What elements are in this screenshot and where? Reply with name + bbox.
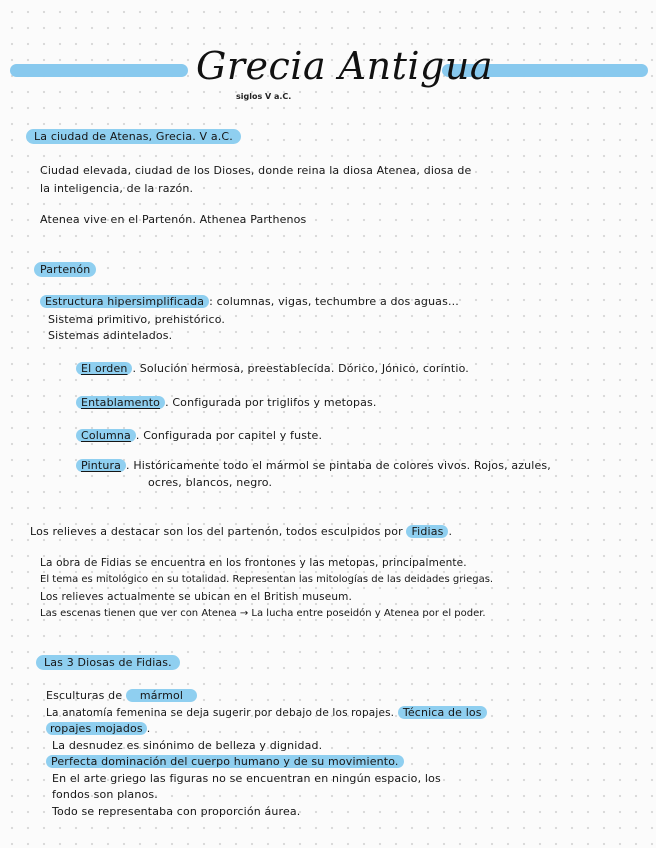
atenas-heading-highlight: La ciudad de Atenas, Grecia. V a.C.: [26, 129, 241, 144]
pintura-line: [76, 459, 551, 473]
estructura-rest: : columnas, vigas, techumbre a dos aguas...: [209, 295, 459, 308]
pintura-highlight: Pintura: [76, 459, 126, 472]
section-heading-partenon: [34, 263, 96, 277]
columna-line: [76, 429, 322, 443]
arte-line-1: En el arte griego las figuras no se encuentran en ningún espacio, los: [52, 772, 441, 785]
anatomia-text: La anatomía femenina se deja sugerir por debajo de los ropajes.: [46, 707, 395, 719]
columna-highlight: Columna: [76, 429, 136, 442]
title-left-bar: [10, 64, 188, 77]
orden-highlight: El orden: [76, 362, 132, 375]
relieves-intro-text: Los relieves a destacar son los del partenón, todos esculpidos por: [30, 525, 403, 538]
desnudez-line: La desnudez es sinónimo de belleza y dignidad.: [52, 739, 323, 752]
pintura-text-1: . Históricamente todo el mármol se pintaba de colores vivos. Rojos, azules,: [126, 459, 551, 472]
ropajes-highlight: ropajes mojados: [46, 722, 147, 735]
fidias-line-4: Las escenas tienen que ver con Atenea → La lucha entre poseidón y Atenea por el poder.: [40, 608, 486, 619]
relieves-intro-end: .: [448, 525, 453, 538]
columna-text: . Configurada por capitel y fuste.: [135, 429, 323, 442]
entablamento-text: . Configurada por triglifos y metopas.: [165, 396, 377, 409]
atenas-line-2: la inteligencia, de la razón.: [40, 182, 194, 195]
page-subtitle: siglos V a.C.: [236, 92, 292, 101]
sistema-primitivo-line: Sistema primitivo, prehistórico.: [48, 313, 226, 326]
marmol-highlight: mármol: [126, 689, 197, 702]
estructura-highlight: Estructura hipersimplificada: [40, 295, 209, 308]
section-heading-atenas: [26, 130, 241, 144]
todo-line: Todo se representaba con proporción áurea.: [52, 805, 301, 818]
entablamento-highlight: Entablamento: [76, 396, 165, 409]
fidias-line-2: El tema es mitológico en su totalidad. Representan las mitologías de las deidades griegas.: [40, 574, 494, 585]
ropajes-end: .: [146, 722, 151, 735]
fidias-highlight: Fidias: [406, 525, 448, 538]
orden-text: . Solución hermosa, preestablecida. Dórico, Jónico, corintio.: [132, 362, 469, 375]
sistemas-adintelados-line: Sistemas adintelados.: [48, 329, 173, 342]
arte-line-2: fondos son planos.: [52, 788, 158, 801]
ropajes-line: [46, 722, 150, 736]
fidias-line-3: Los relieves actualmente se ubican en el British museum.: [40, 591, 353, 603]
esculturas-line: [46, 689, 197, 703]
tecnica-highlight: Técnica de los: [398, 706, 487, 719]
fidias-line-1: La obra de Fidias se encuentra en los frontones y las metopas, principalmente.: [40, 557, 467, 569]
atenas-line-3: Atenea vive en el Partenón. Athenea Parthenos: [40, 213, 307, 226]
diosas-heading-highlight: Las 3 Diosas de Fidias.: [36, 655, 180, 670]
partenon-heading-highlight: Partenón: [34, 262, 96, 277]
page-title: Grecia Antigua: [196, 44, 493, 88]
relieves-intro-line: [30, 525, 452, 539]
esculturas-text: Esculturas de: [46, 689, 123, 702]
section-heading-diosas: [36, 656, 180, 670]
estructura-line: [40, 295, 459, 309]
atenas-line-1: Ciudad elevada, ciudad de los Dioses, donde reina la diosa Atenea, diosa de: [40, 164, 472, 177]
perfecta-line: [46, 755, 404, 769]
anatomia-line: [46, 706, 487, 720]
pintura-line-2: ocres, blancos, negro.: [148, 476, 273, 489]
orden-line: [76, 362, 469, 376]
entablamento-line: [76, 396, 377, 410]
perfecta-highlight: Perfecta dominación del cuerpo humano y de su movimiento.: [46, 755, 404, 768]
